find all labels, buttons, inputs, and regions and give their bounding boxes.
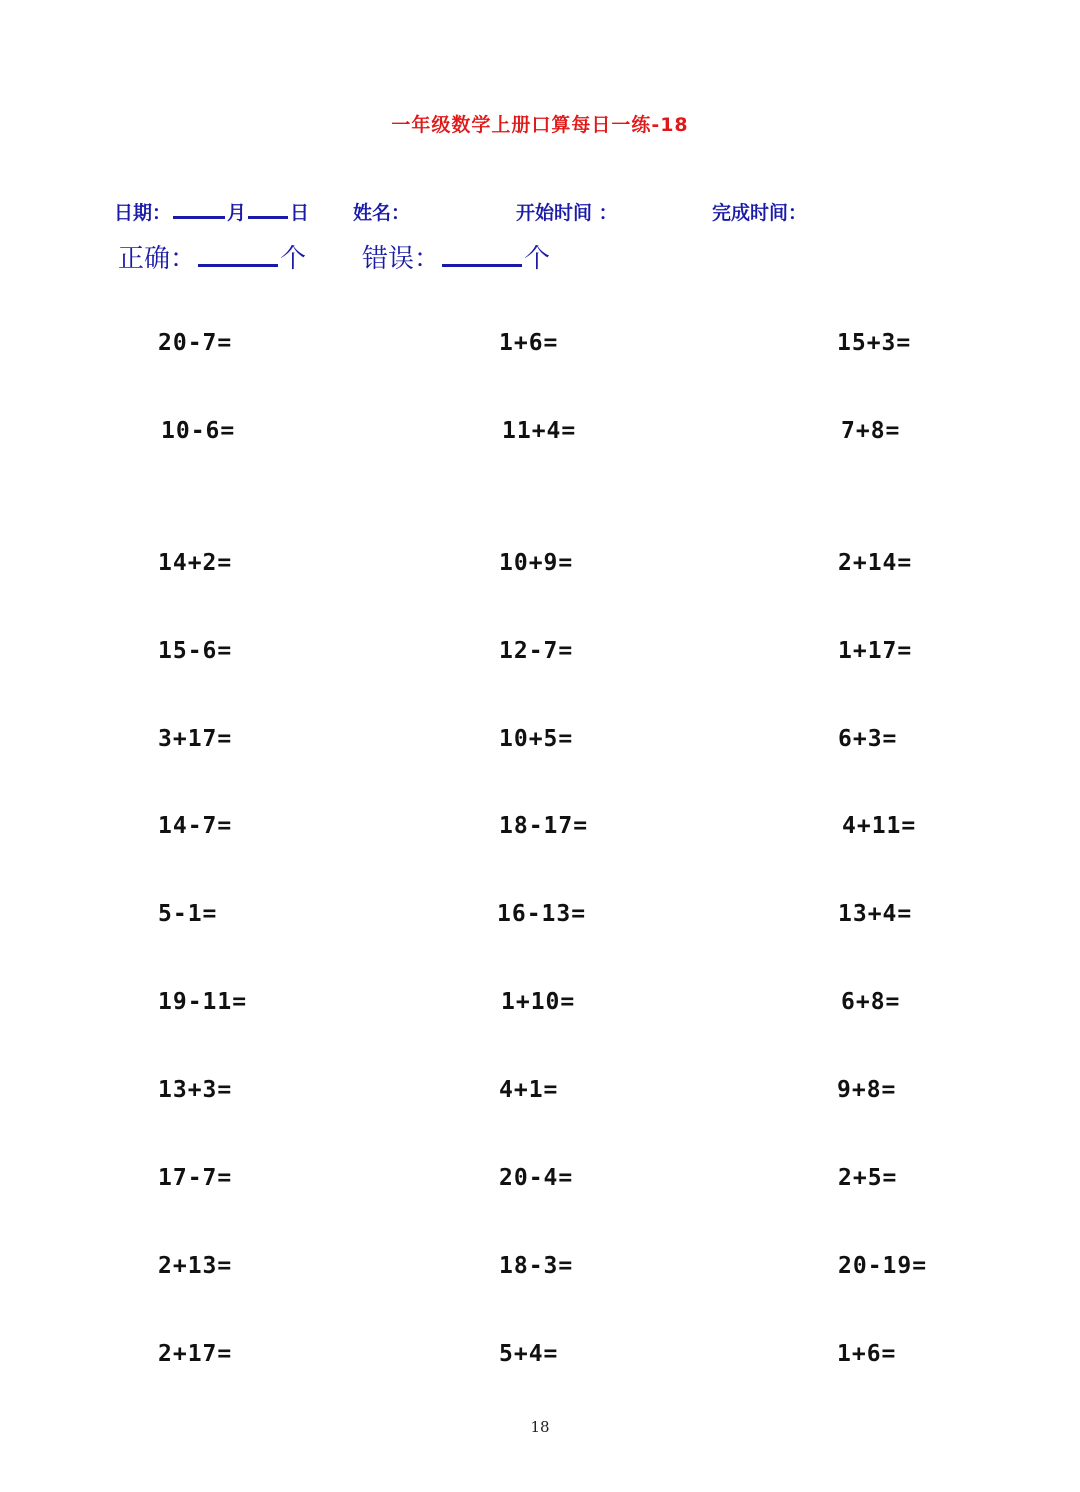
start-time-label: 开始时间 ： (516, 202, 618, 224)
worksheet-title: 一年级数学上册口算每日一练-18 (391, 114, 689, 136)
problem-item: 1+17= (838, 638, 913, 664)
problem-item: 20-19= (838, 1253, 928, 1279)
date-label: 日期： (114, 202, 172, 224)
problem-item: 12-7= (499, 638, 574, 664)
problem-item: 2+17= (158, 1341, 233, 1367)
page-number: 18 (530, 1418, 550, 1436)
date-field (114, 198, 309, 225)
problem-item: 18-17= (499, 813, 589, 839)
problem-item: 10+9= (499, 550, 574, 576)
wrong-label: 错误： (362, 244, 441, 274)
problem-item: 5-1= (158, 901, 218, 927)
wrong-blank[interactable] (442, 263, 522, 267)
finish-time-label: 完成时间： (712, 202, 808, 224)
problem-item: 2+5= (838, 1165, 898, 1191)
problem-item: 19-11= (158, 989, 248, 1015)
problem-item: 15-6= (158, 638, 233, 664)
problem-item: 11+4= (502, 418, 577, 444)
problem-item: 5+4= (499, 1341, 559, 1367)
problem-item: 15+3= (837, 330, 912, 356)
problem-item: 14+2= (158, 550, 233, 576)
problem-item: 16-13= (497, 901, 587, 927)
problem-item: 20-7= (158, 330, 233, 356)
problem-item: 6+3= (838, 726, 898, 752)
correct-unit: 个 (280, 244, 307, 274)
problem-item: 10+5= (499, 726, 574, 752)
problem-item: 20-4= (499, 1165, 574, 1191)
correct-blank[interactable] (198, 263, 278, 267)
problem-item: 1+10= (501, 989, 576, 1015)
problem-item: 1+6= (837, 1341, 897, 1367)
problem-item: 18-3= (499, 1253, 574, 1279)
problem-item: 14-7= (158, 813, 233, 839)
problem-item: 9+8= (837, 1077, 897, 1103)
problem-item: 2+13= (158, 1253, 233, 1279)
day-blank[interactable] (248, 215, 288, 219)
correct-label: 正确： (118, 244, 197, 274)
wrong-unit: 个 (524, 244, 551, 274)
problem-item: 3+17= (158, 726, 233, 752)
correct-field (118, 238, 306, 275)
problem-item: 17-7= (158, 1165, 233, 1191)
problem-item: 13+4= (838, 901, 913, 927)
problem-item: 1+6= (499, 330, 559, 356)
problem-item: 13+3= (158, 1077, 233, 1103)
problem-item: 6+8= (841, 989, 901, 1015)
wrong-field (362, 238, 550, 275)
problem-item: 2+14= (838, 550, 913, 576)
problem-item: 4+1= (499, 1077, 559, 1103)
month-blank[interactable] (173, 215, 225, 219)
problem-item: 4+11= (842, 813, 917, 839)
name-label: 姓名： (353, 202, 411, 224)
problem-item: 7+8= (841, 418, 901, 444)
day-label: 日 (290, 202, 310, 224)
problem-item: 10-6= (161, 418, 236, 444)
month-label: 月 (227, 202, 247, 224)
